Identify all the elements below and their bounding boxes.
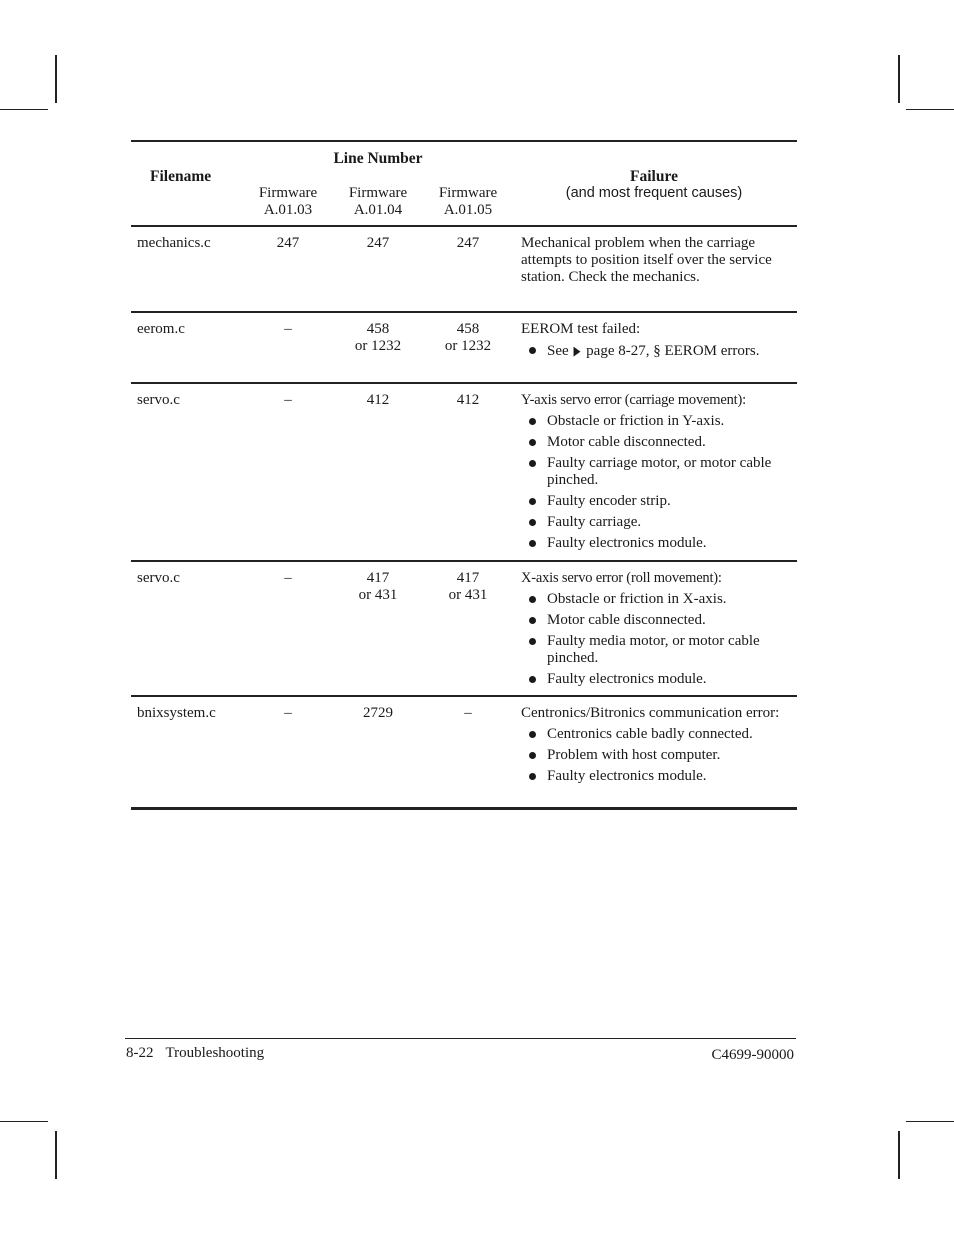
header-firmware-a0105 — [423, 185, 513, 219]
failure-description: EEROM test failed: — [521, 321, 641, 337]
table-bottom-rule — [131, 807, 797, 810]
cause-text: See — [547, 343, 569, 359]
row-filename: bnixsystem.c — [137, 705, 216, 721]
header-filename: Filename — [150, 168, 212, 185]
header-fw-label: Firmware — [348, 185, 408, 201]
line-value: 412 — [366, 392, 390, 408]
bullet-icon — [529, 347, 536, 354]
row-line-fw2 — [333, 705, 423, 722]
cause-text: Motor cable disconnected. — [547, 434, 706, 450]
line-value: 247 — [456, 235, 480, 251]
cause-text: Centronics cable badly connected. — [547, 726, 753, 742]
row-rule — [131, 311, 797, 313]
bullet-icon — [529, 519, 536, 526]
bullet-icon — [529, 439, 536, 446]
header-fw-label: Firmware — [258, 185, 318, 201]
header-fw-version: A.01.03 — [263, 202, 313, 218]
failure-description: X-axis servo error (roll movement): — [521, 570, 722, 586]
header-failure — [515, 168, 793, 202]
cause-item — [521, 612, 796, 629]
row-line-fw2 — [333, 392, 423, 409]
cause-item — [521, 493, 796, 510]
row-rule — [131, 382, 797, 384]
header-fw-version: A.01.05 — [443, 202, 493, 218]
row-line-fw2 — [333, 235, 423, 252]
failure-description: Mechanical problem when the carriage attempts to position itself over the service station. Check the mechanics. — [521, 235, 772, 285]
line-value: – — [284, 392, 292, 408]
cause-text: Obstacle or friction in Y-axis. — [547, 413, 725, 429]
line-value-alt: or 431 — [358, 587, 398, 603]
cause-item — [521, 535, 796, 552]
cause-text: page 8-27, § EEROM errors. — [586, 343, 760, 359]
row-line-fw3 — [423, 235, 513, 252]
line-value: – — [464, 705, 472, 721]
header-failure-title: Failure — [630, 168, 678, 185]
crop-mark — [0, 1121, 48, 1122]
line-value: 247 — [276, 235, 300, 251]
row-line-fw1 — [243, 321, 333, 338]
bullet-icon — [529, 617, 536, 624]
line-value: 458 — [366, 321, 390, 337]
row-rule — [131, 560, 797, 562]
cause-item — [521, 455, 796, 489]
cause-item — [521, 671, 796, 688]
cause-text: Faulty encoder strip. — [547, 493, 671, 509]
row-filename: servo.c — [137, 570, 180, 586]
document-number: C4699-90000 — [711, 1047, 794, 1063]
cause-item — [521, 514, 796, 531]
row-failure — [521, 321, 796, 360]
line-value: – — [284, 570, 292, 586]
bullet-icon — [529, 638, 536, 645]
line-value: – — [284, 321, 292, 337]
row-failure — [521, 392, 796, 552]
bullet-icon — [529, 773, 536, 780]
row-line-fw2 — [333, 321, 423, 355]
cause-text: Problem with host computer. — [547, 747, 721, 763]
row-line-fw1 — [243, 705, 333, 722]
row-line-fw1 — [243, 570, 333, 587]
header-rule — [131, 225, 797, 227]
row-line-fw1 — [243, 392, 333, 409]
header-line-number: Line Number — [333, 150, 423, 167]
crop-mark — [55, 1131, 57, 1179]
line-value-alt: or 1232 — [354, 338, 402, 354]
footer-rule — [125, 1038, 796, 1039]
cause-item — [521, 768, 796, 785]
header-fw-label: Firmware — [438, 185, 498, 201]
row-failure — [521, 235, 796, 286]
bullet-icon — [529, 460, 536, 467]
failure-description: Y-axis servo error (carriage movement): — [521, 392, 746, 408]
cause-text: Faulty carriage motor, or motor cable pinched. — [547, 455, 772, 488]
cause-item — [521, 434, 796, 451]
page-number: 8-22 — [126, 1045, 154, 1061]
header-firmware-a0104 — [333, 185, 423, 219]
header-firmware-a0103 — [243, 185, 333, 219]
line-value: 458 — [456, 321, 480, 337]
bullet-icon — [529, 498, 536, 505]
cause-item — [521, 747, 796, 764]
bullet-icon — [529, 418, 536, 425]
crop-mark — [906, 109, 954, 110]
cause-item — [521, 342, 796, 360]
bullet-icon — [529, 540, 536, 547]
line-value: 417 — [366, 570, 390, 586]
header-failure-subtitle: (and most frequent causes) — [565, 185, 743, 201]
failure-description: Centronics/Bitronics communication error: — [521, 705, 780, 721]
row-filename: eerom.c — [137, 321, 185, 337]
row-line-fw1 — [243, 235, 333, 252]
row-line-fw2 — [333, 570, 423, 604]
crop-mark — [898, 1131, 900, 1179]
row-line-fw3 — [423, 392, 513, 409]
cause-item — [521, 633, 796, 667]
row-filename: mechanics.c — [137, 235, 211, 251]
crop-mark — [906, 1121, 954, 1122]
line-value: 412 — [456, 392, 480, 408]
row-line-fw3 — [423, 705, 513, 722]
cause-text: Obstacle or friction in X-axis. — [547, 591, 727, 607]
cause-text: Faulty electronics module. — [547, 768, 707, 784]
cause-text: Faulty electronics module. — [547, 535, 707, 551]
cause-text: Motor cable disconnected. — [547, 612, 706, 628]
footer-page-info — [126, 1045, 264, 1062]
cause-item — [521, 726, 796, 743]
line-value: 2729 — [363, 705, 393, 721]
cause-text: Faulty carriage. — [547, 514, 642, 530]
row-failure — [521, 705, 796, 785]
crop-mark — [55, 55, 57, 103]
line-value: 417 — [456, 570, 480, 586]
crop-mark — [0, 109, 48, 110]
crop-mark — [898, 55, 900, 103]
row-rule — [131, 695, 797, 697]
row-line-fw3 — [423, 321, 513, 355]
row-failure — [521, 570, 796, 688]
line-value-alt: or 431 — [448, 587, 488, 603]
line-value: 247 — [366, 235, 390, 251]
bullet-icon — [529, 596, 536, 603]
cause-item — [521, 591, 796, 608]
row-line-fw3 — [423, 570, 513, 604]
header-fw-version: A.01.04 — [353, 202, 403, 218]
bullet-icon — [529, 731, 536, 738]
cause-text: Faulty electronics module. — [547, 671, 707, 687]
bullet-icon — [529, 752, 536, 759]
cause-text: Faulty media motor, or motor cable pinched. — [547, 633, 760, 666]
bullet-icon — [529, 676, 536, 683]
table-top-rule — [131, 140, 797, 142]
cause-item — [521, 413, 796, 430]
page-reference-arrow-icon: ▶ — [573, 343, 581, 358]
section-name: Troubleshooting — [165, 1045, 265, 1061]
row-filename: servo.c — [137, 392, 180, 408]
line-value: – — [284, 705, 292, 721]
line-value-alt: or 1232 — [444, 338, 492, 354]
